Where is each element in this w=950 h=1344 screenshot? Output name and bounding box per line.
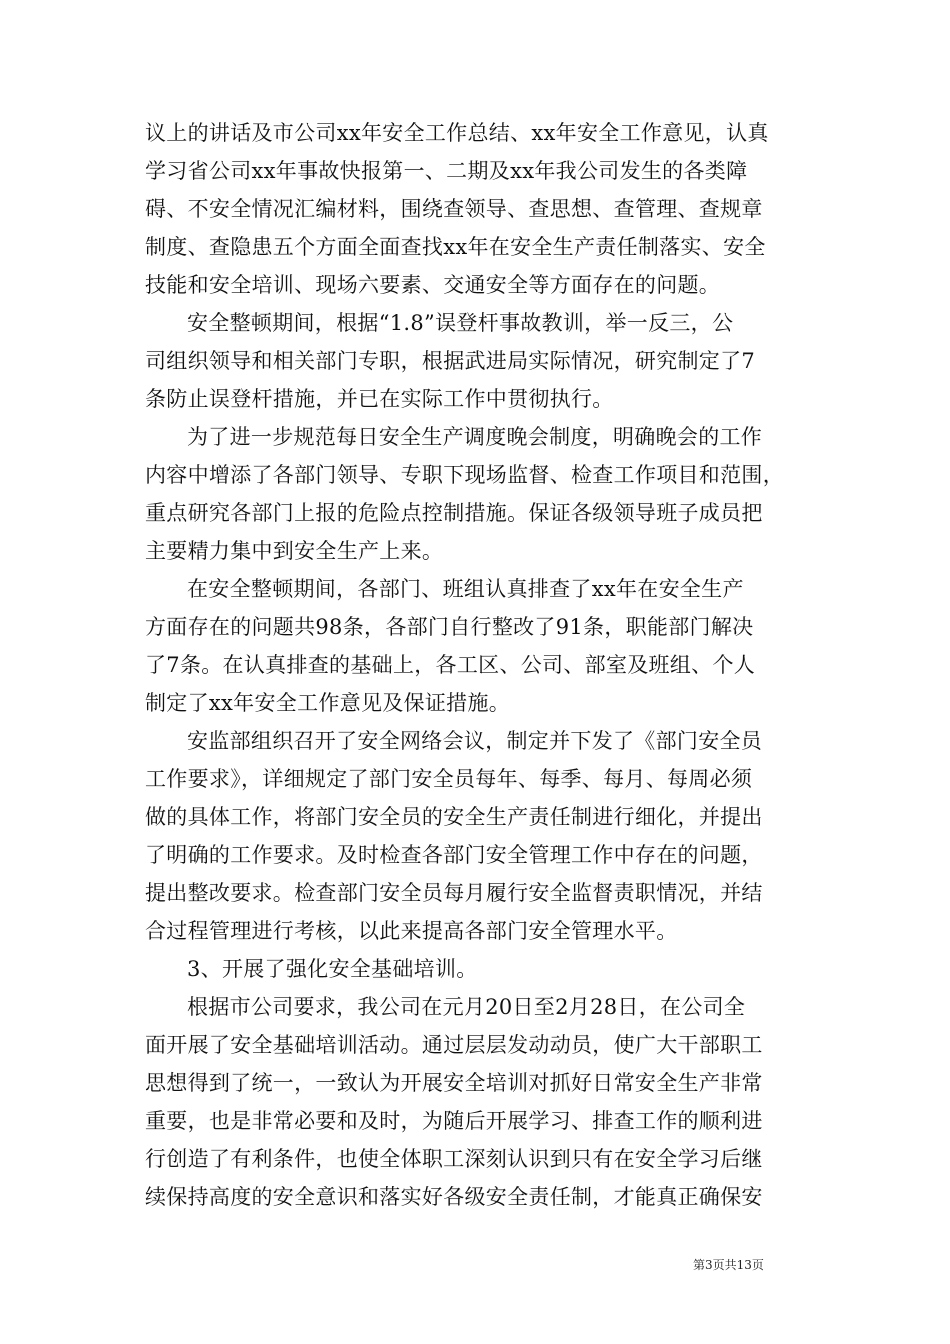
paragraph-start-line: 为了进一步规范每日安全生产调度晚会制度，明确晚会的工作 bbox=[187, 425, 763, 449]
text-line: 议上的讲话及市公司xx年安全工作总结、xx年安全工作意见，认真 bbox=[145, 121, 769, 145]
section-heading: 3、开展了强化安全基础培训。 bbox=[187, 957, 478, 981]
text-line: 提出整改要求。检查部门安全员每月履行安全监督责职情况，并结 bbox=[145, 881, 763, 905]
text-line: 司组织领导和相关部门专职，根据武进局实际情况，研究制定了7 bbox=[145, 349, 756, 373]
text-line: 重要，也是非常必要和及时，为随后开展学习、排查工作的顺利进 bbox=[145, 1109, 763, 1133]
text-line: 方面存在的问题共98条，各部门自行整改了91条，职能部门解决 bbox=[145, 615, 754, 639]
text-line: 做的具体工作，将部门安全员的安全生产责任制进行细化，并提出 bbox=[145, 805, 763, 829]
text-line: 思想得到了统一，一致认为开展安全培训对抓好日常安全生产非常 bbox=[145, 1071, 763, 1095]
page-number: 第3页共13页 bbox=[693, 1258, 764, 1272]
text-line: 了明确的工作要求。及时检查各部门安全管理工作中存在的问题， bbox=[145, 843, 763, 867]
text-line: 制定了xx年安全工作意见及保证措施。 bbox=[145, 691, 511, 715]
text-line: 行创造了有利条件，也使全体职工深刻认识到只有在安全学习后继 bbox=[145, 1147, 763, 1171]
paragraph-start-line: 安监部组织召开了安全网络会议，制定并下发了《部门安全员 bbox=[187, 729, 763, 753]
text-line: 学习省公司xx年事故快报第一、二期及xx年我公司发生的各类障 bbox=[145, 159, 748, 183]
paragraph-start-line: 根据市公司要求，我公司在元月20日至2月28日，在公司全 bbox=[187, 995, 746, 1019]
text-line: 内容中增添了各部门领导、专职下现场监督、检查工作项目和范围， bbox=[145, 463, 784, 487]
document-body bbox=[145, 114, 810, 1216]
text-line: 制度、查隐患五个方面全面查找xx年在安全生产责任制落实、安全 bbox=[145, 235, 766, 259]
text-line: 技能和安全培训、现场六要素、交通安全等方面存在的问题。 bbox=[145, 273, 721, 297]
text-line: 续保持高度的安全意识和落实好各级安全责任制，才能真正确保安 bbox=[145, 1185, 763, 1209]
text-line: 了7条。在认真排查的基础上，各工区、公司、部室及班组、个人 bbox=[145, 653, 756, 677]
text-line: 主要精力集中到安全生产上来。 bbox=[145, 539, 444, 563]
text-line: 合过程管理进行考核，以此来提高各部门安全管理水平。 bbox=[145, 919, 678, 943]
text-line: 工作要求》，详细规定了部门安全员每年、每季、每月、每周必须 bbox=[145, 767, 753, 791]
text-line: 碍、不安全情况汇编材料，围绕查领导、查思想、查管理、查规章 bbox=[145, 197, 763, 221]
paragraph-start-line: 在安全整顿期间，各部门、班组认真排查了xx年在安全生产 bbox=[187, 577, 744, 601]
paragraph-start-line: 安全整顿期间，根据“1.8”误登杆事故教训，举一反三，公 bbox=[187, 311, 734, 335]
text-line: 条防止误登杆措施，并已在实际工作中贯彻执行。 bbox=[145, 387, 614, 411]
text-line: 面开展了安全基础培训活动。通过层层发动动员，使广大干部职工 bbox=[145, 1033, 763, 1057]
text-line: 重点研究各部门上报的危险点控制措施。保证各级领导班子成员把 bbox=[145, 501, 763, 525]
